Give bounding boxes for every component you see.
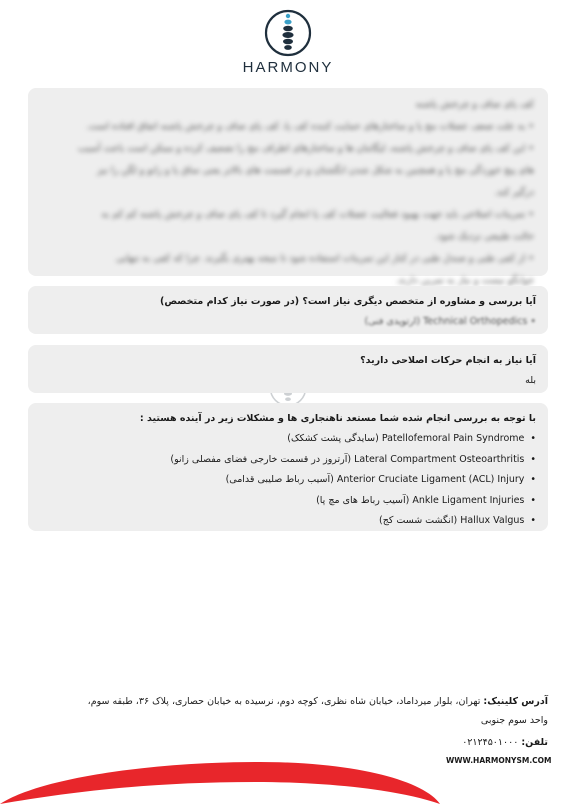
intro-line: حالت طبیعی نزدیک شود. xyxy=(434,231,534,242)
phone-label: تلفن: xyxy=(521,737,548,748)
intro-line: • از کفی طبی و صندل طبی در کنار این تمرینات استفاده شود تا نتیجه بهتری بگیرند. چرا که کفی به تنهایی xyxy=(115,253,534,264)
address-label: آدرس کلینیک: xyxy=(483,696,548,707)
intro-blurred-text xyxy=(42,94,534,292)
corrective-exercise-question: آیا نیاز به انجام حرکات اصلاحی دارید؟ xyxy=(360,355,536,366)
intro-line: • این کف پای صاف و چرخش پاشنه، لیگامان ها و ساختارهای اطراف مچ را تضعیف کرده و ممکن است باعث آسیب xyxy=(77,143,534,154)
decorative-arc xyxy=(0,760,576,804)
list-item: • Lateral Compartment Osteoarthritis (آرتروز در قسمت خارجی فضای مفصلی زانو) xyxy=(40,450,536,471)
list-item: • Hallux Valgus (انگشت شست کج) xyxy=(40,511,536,532)
intro-line: کف پای صاف و چرخش پاشنه xyxy=(415,99,534,110)
harmony-logo xyxy=(0,8,576,76)
intro-line: • به علت ضعف عضلات مچ پا و ساختارهای حمایت کننده کف پا، کف پای صاف و چرخش پاشنه اتفاق افتاده است. xyxy=(86,121,534,132)
specialist-question-card xyxy=(28,286,548,334)
intro-line: • تمرینات اصلاحی باید جهت بهبود فعالیت عضلات کف پا انجام گیرد تا کف پای صاف و چرخش پاشنه کم کم به xyxy=(101,209,534,220)
corrective-exercise-answer: بله xyxy=(525,375,536,386)
clinic-address xyxy=(28,692,548,730)
spine-logo-icon xyxy=(263,8,313,58)
address-line-1: تهران، بلوار میرداماد، خیابان شاه نظری، کوچه دوم، نرسیده به خیابان حصاری، پلاک ۳۶، طبقه سوم، xyxy=(87,696,481,707)
brand-name: HARMONY xyxy=(242,59,334,76)
future-risks-list xyxy=(40,429,536,532)
list-item: • Anterior Cruciate Ligament (ACL) Injury (آسیب رباط صلیبی قدامی) xyxy=(40,470,536,491)
future-risks-title: با توجه به بررسی انجام شده شما مستعد ناهنجاری ها و مشکلات زیر در آینده هستید : xyxy=(139,413,536,424)
specialist-answer: • Technical Orthopedics (ارتوپدی فنی) xyxy=(364,316,536,327)
phone-number: ۰۲۱۲۴۵۰۱۰۰۰ xyxy=(462,737,519,748)
address-line-2: واحد سوم جنوبی xyxy=(480,715,548,726)
specialist-question: آیا بررسی و مشاوره از متخصص دیگری نیاز است؟ (در صورت نیاز کدام متخصص) xyxy=(160,296,536,307)
clinic-phone xyxy=(28,733,548,752)
intro-line: جوابگو نیست و نیاز به تمرین دارند. xyxy=(395,275,534,286)
list-item: • Patellofemoral Pain Syndrome (سایدگی پشت کشکک) xyxy=(40,429,536,450)
website-link[interactable]: WWW.HARMONYSM.COM xyxy=(446,756,552,765)
intro-line: درگیر کند. xyxy=(494,187,534,198)
future-risks-card xyxy=(28,403,548,531)
intro-line: های پیچ خوردگی مچ پا و همچنین به شکل شدن انگشتان و در قسمت های بالاتر یعنی ساق پا و زانو و لگن را نیز xyxy=(97,165,534,176)
corrective-exercise-card xyxy=(28,345,548,393)
intro-card xyxy=(28,88,548,286)
list-item: • Ankle Ligament Injuries (آسیب رباط های مچ پا) xyxy=(40,491,536,512)
